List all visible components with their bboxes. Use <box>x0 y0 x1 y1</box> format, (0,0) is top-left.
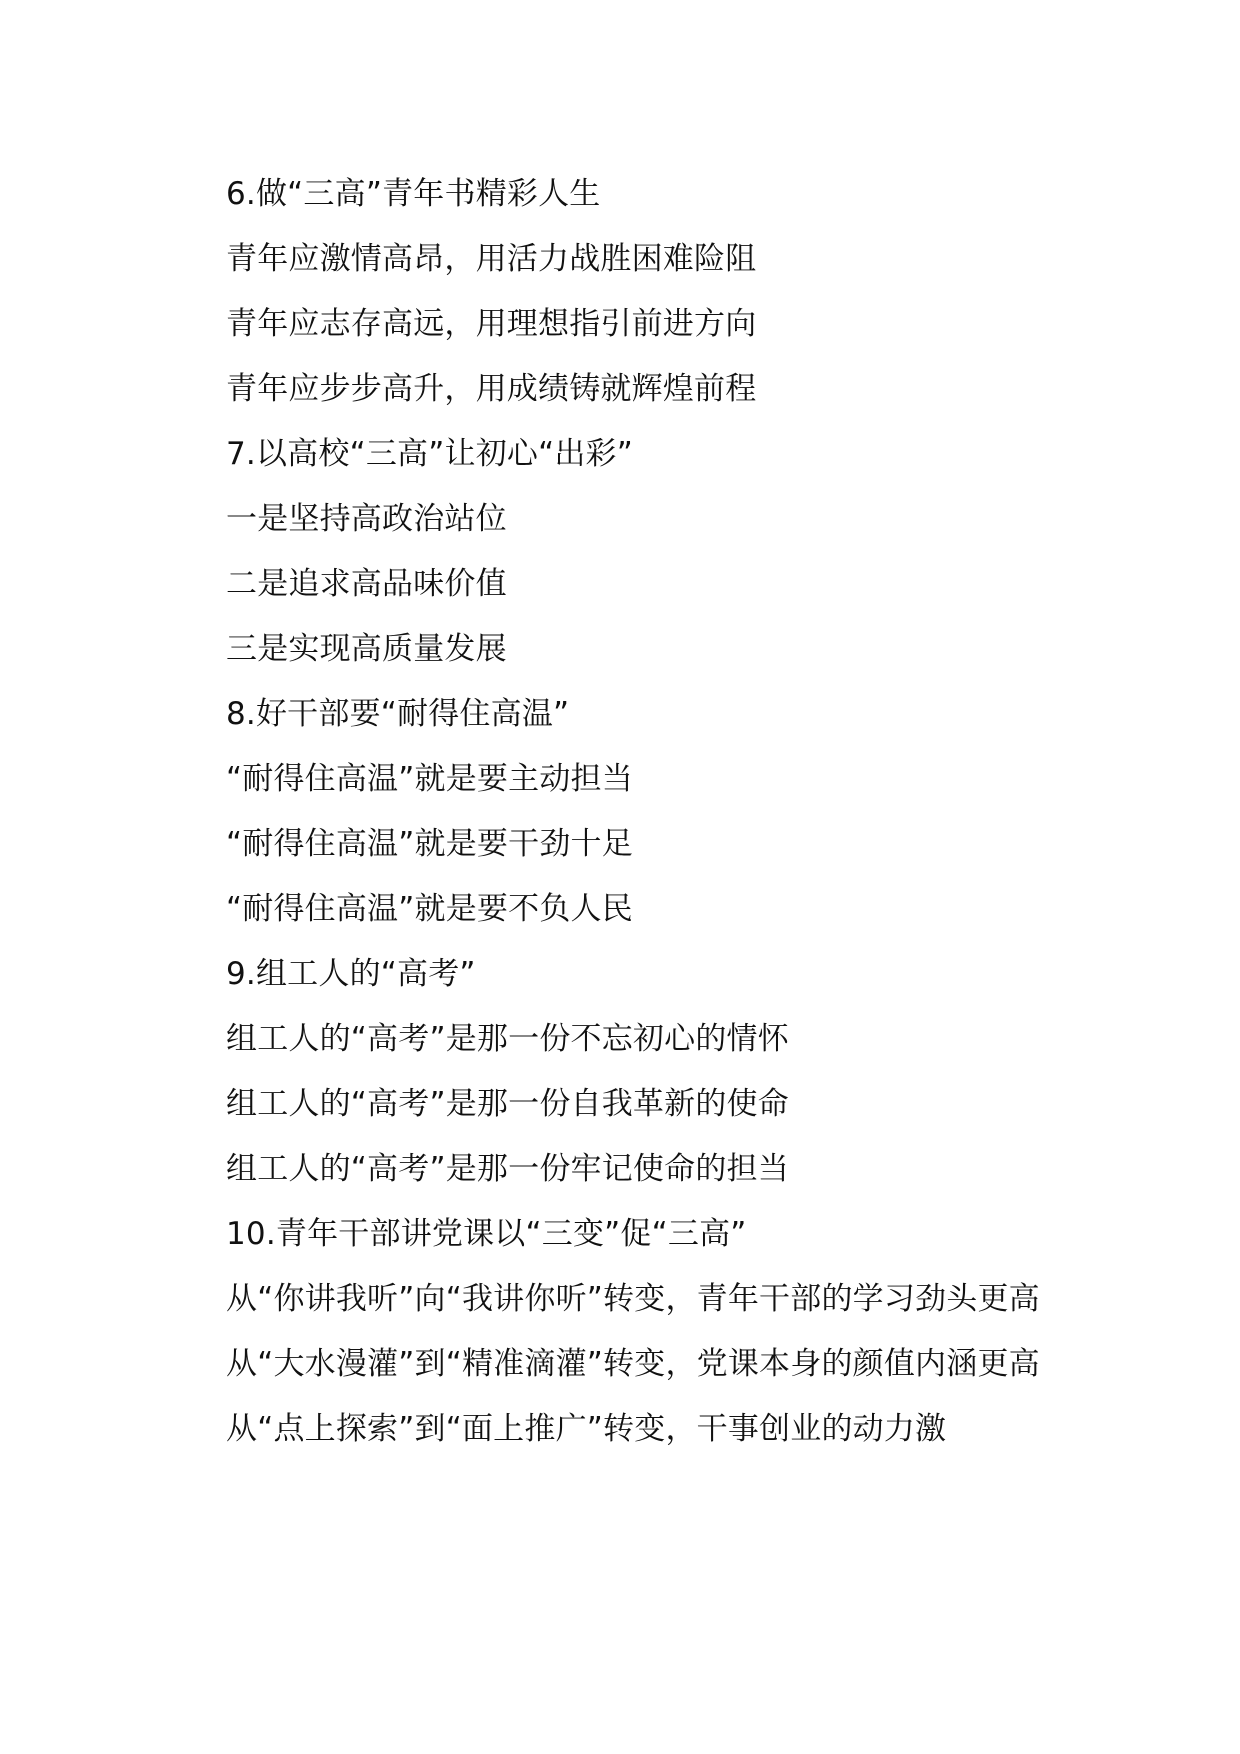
paragraph: 青年应激情高昂，用活力战胜困难险阻 <box>226 241 757 277</box>
paragraph: “耐得住高温”就是要干劲十足 <box>226 826 633 862</box>
paragraph: 组工人的“高考”是那一份不忘初心的情怀 <box>226 1021 789 1057</box>
heading-6: 6.做“三高”青年书精彩人生 <box>226 176 601 212</box>
paragraph: 二是追求高品味价值 <box>226 566 507 602</box>
paragraph: 从“点上探索”到“面上推广”转变，干事创业的动力激 <box>226 1411 947 1447</box>
paragraph: 青年应志存高远，用理想指引前进方向 <box>226 306 757 342</box>
paragraph: 三是实现高质量发展 <box>226 631 507 667</box>
heading-7: 7.以高校“三高”让初心“出彩” <box>226 436 634 472</box>
heading-8: 8.好干部要“耐得住高温” <box>226 696 570 732</box>
paragraph: “耐得住高温”就是要主动担当 <box>226 761 633 797</box>
paragraph: 组工人的“高考”是那一份牢记使命的担当 <box>226 1151 789 1187</box>
paragraph: 青年应步步高升，用成绩铸就辉煌前程 <box>226 371 757 407</box>
paragraph: 一是坚持高政治站位 <box>226 501 507 537</box>
paragraph: “耐得住高温”就是要不负人民 <box>226 891 633 927</box>
paragraph: 从“大水漫灌”到“精准滴灌”转变，党课本身的颜值内涵更高 <box>226 1346 1040 1382</box>
heading-10: 10.青年干部讲党课以“三变”促“三高” <box>226 1216 747 1252</box>
paragraph: 组工人的“高考”是那一份自我革新的使命 <box>226 1086 789 1122</box>
document-body <box>160 162 1092 1462</box>
heading-9: 9.组工人的“高考” <box>226 956 476 992</box>
paragraph: 从“你讲我听”向“我讲你听”转变，青年干部的学习劲头更高 <box>226 1281 1040 1317</box>
